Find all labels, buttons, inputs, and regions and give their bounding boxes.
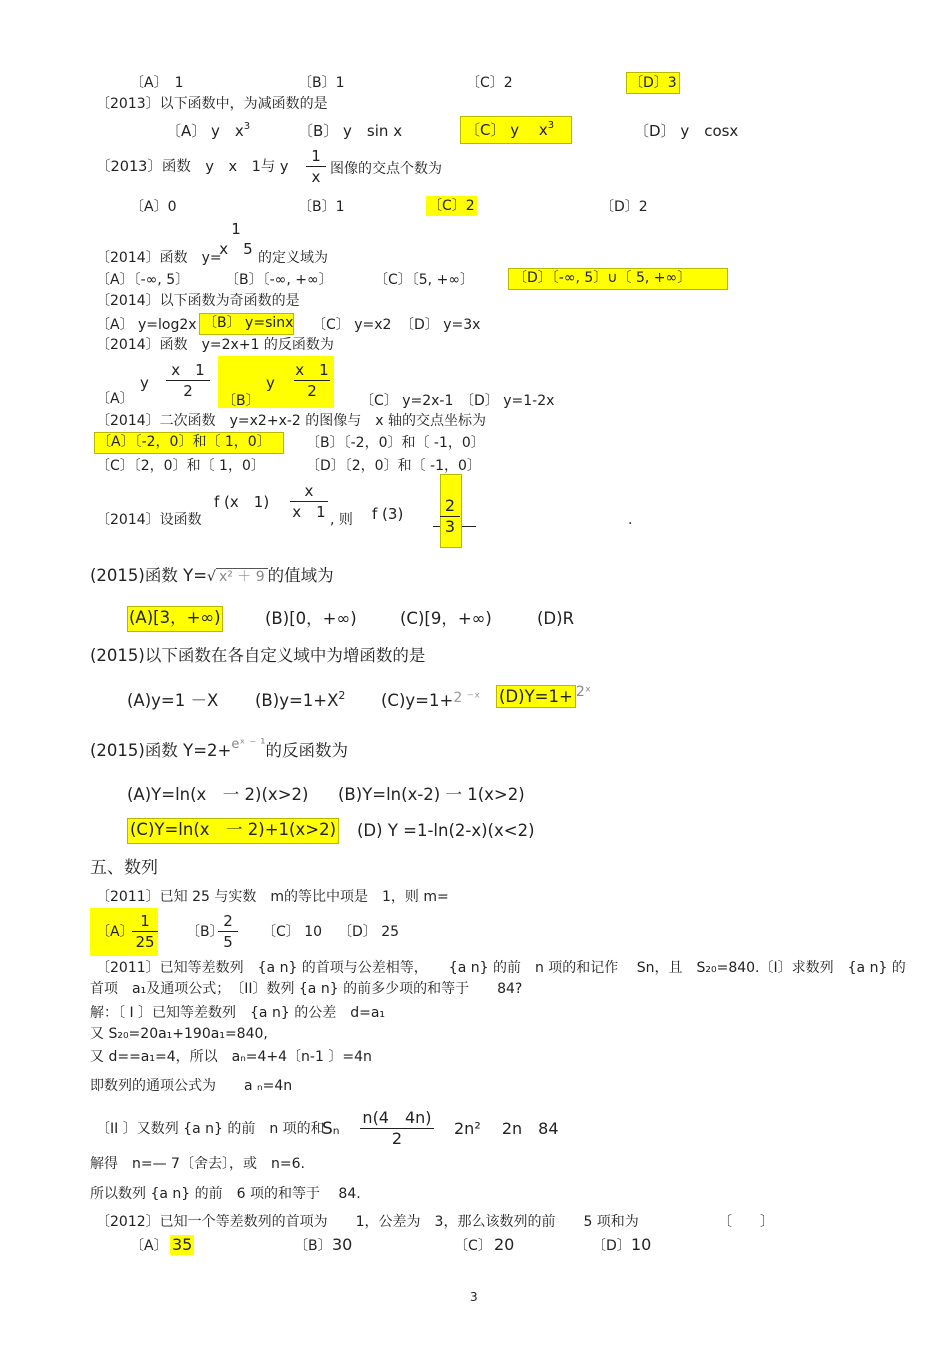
option-a-answer: 35 [172, 1235, 193, 1254]
function-at-3: f (3) [372, 505, 404, 523]
option-c: 〔C〕〔5, +∞〕 [374, 272, 474, 288]
question-2015-increasing: (2015)以下函数在各自定义域中为增函数的是 [90, 646, 426, 665]
option-b: 〔B〕〔-∞, +∞〕 [225, 272, 333, 288]
option-c: 〔C〕 y=x2 [312, 317, 392, 333]
solution-line: 即数列的通项公式为 a ₙ=4n [90, 1078, 293, 1094]
question-2014-function: 〔2014〕设函数 [96, 512, 202, 528]
option-b: 〔B〕1 [298, 199, 345, 215]
question-text: 的定义域为 [258, 250, 328, 266]
solution-line: 又 d==a₁=4，所以 aₙ=4+4〔n-1 〕=4n [90, 1049, 372, 1065]
option-b-y: y [266, 374, 275, 392]
fraction-x-over-x-1: $\frac{x}{x 1}$ [290, 481, 328, 522]
option-d-answer: 〔D〕〔-∞, 5〕∪〔 5, +∞〕 [508, 268, 728, 290]
option-c: (C)y=1+$^{2 ^-ˣ}$ [381, 690, 481, 710]
option-b: 〔B〕〔-2，0〕和〔 -1，0〕 [306, 435, 485, 451]
question-2014-quadratic: 〔2014〕二次函数 y=x2+x-2 的图像与 x 轴的交点坐标为 [96, 413, 486, 429]
option-a-label: 〔A〕 [130, 1238, 168, 1254]
option-a: 〔A〕 y=log2x [96, 317, 197, 333]
option-d-answer: (D)Y=1+ $^{2ˣ}$ [496, 686, 591, 709]
option-c-answer: 〔C〕2 [428, 198, 475, 214]
option-d: 〔D〕 y=1-2x [460, 393, 555, 409]
option-a: 〔A〕 y $x^3$ [166, 121, 251, 140]
solution-line: 解得 n=— 7〔舍去〕，或 n=6. [90, 1156, 305, 1172]
question-2015-range: (2015)函数 Y=√ x² ＋ 9 的值域为 [90, 566, 334, 585]
option-b-label: 〔B〕 [222, 393, 260, 409]
option-c-answer: 〔C〕 y $x^3$ [460, 116, 572, 144]
option-c-answer: (C)Y=ln(x 一 2)+1(x>2) [127, 818, 339, 844]
option-b: 〔B〕 y sin x [298, 122, 403, 140]
solution-line: 又 S₂₀=20a₁+190a₁=840, [90, 1026, 268, 1042]
question-2015-inverse: (2015)函数 Y=2+$^{eˣ ^- ^1}$的反函数为 [90, 737, 348, 760]
question-2013-decreasing: 〔2013〕以下函数中，为减函数的是 [96, 96, 328, 112]
option-c: 〔C〕2 [466, 75, 513, 91]
option-d: 〔D〕 y cosx [634, 122, 739, 140]
question-2014-inverse: 〔2014〕函数 y=2x+1 的反函数为 [96, 337, 334, 353]
question-text: , 则 [330, 512, 353, 528]
question-2013-intersection: 〔2013〕函数 y x 1与 y [96, 159, 289, 175]
option-b-fraction: $\frac{2}{5}$ [218, 911, 238, 952]
option-b-label: 〔B〕 [294, 1238, 332, 1254]
option-d: 〔D〕2 [600, 199, 648, 215]
fraction-1-over-x-5: 1 x 5 [219, 220, 253, 258]
option-b: 30 [332, 1235, 353, 1254]
function-expression: f (x 1) [214, 493, 270, 511]
option-b: 〔B〕1 [298, 75, 345, 91]
option-d: 10 [631, 1235, 652, 1254]
option-a: 〔A〕 1 [130, 75, 184, 91]
option-c: 〔C〕 y=2x-1 [360, 393, 454, 409]
sum-equation: 2n² 2n 84 [454, 1119, 559, 1138]
option-b: $(B)y=1+X^2$ [255, 689, 346, 710]
option-b: (B)[0，+∞) [265, 609, 357, 628]
blank-line-right [462, 526, 476, 527]
option-c-label: 〔C〕 [454, 1238, 492, 1254]
option-c: 20 [494, 1235, 515, 1254]
option-d-answer: 〔D〕3 [626, 72, 680, 94]
option-a-answer: (A)[3，+∞) [127, 606, 223, 632]
question-2011-arithmetic-cont: 首项 a₁及通项公式； 〔II〕数列 {a n} 的前多少项的和等于 84? [90, 981, 523, 997]
option-a-fraction: $\frac{x 1}{2}$ [166, 360, 210, 401]
option-d: 〔D〕〔2，0〕和〔 -1，0〕 [306, 458, 481, 474]
option-d: (D)R [537, 609, 575, 628]
option-b: (B)Y=ln(x-2) 一 1(x>2) [338, 785, 525, 804]
fraction-1-over-x: $\frac{1}{x}$ [306, 146, 326, 187]
option-b-fraction: $\frac{x 1}{2}$ [295, 361, 329, 400]
option-a-fraction: $\frac{1}{25}$ [132, 911, 158, 952]
option-a-label: 〔A〕 [96, 391, 134, 407]
question-2011-arithmetic: 〔2011〕已知等差数列 {a n} 的首项与公差相等， {a n} 的前 n 项的和记作 Sn，且 S₂₀=840.〔I〕求数列 {a n} 的 [96, 960, 906, 976]
solution-line: 解：〔 I 〕已知等差数列 {a n} 的公差 d=a₁ [90, 1005, 386, 1021]
question-2014-domain: 〔2014〕函数 y= [96, 250, 222, 266]
section-heading: 五、数列 [90, 858, 158, 878]
question-text: 图像的交点个数为 [330, 161, 442, 177]
option-c: (C)[9，+∞) [400, 609, 492, 628]
answer-parentheses: 〔 〕 [718, 1214, 774, 1230]
period: . [628, 512, 633, 528]
option-a: (A)y=1 －X [127, 691, 219, 710]
option-a-label: 〔A〕 [96, 924, 134, 940]
solution-line: 所以数列 {a n} 的前 6 项的和等于 84. [90, 1186, 361, 1202]
option-b-answer: 〔B〕 y=sinx [199, 313, 294, 335]
question-2014-odd: 〔2014〕以下函数为奇函数的是 [96, 293, 300, 309]
question-2012-arithmetic: 〔2012〕已知一个等差数列的首项为 1，公差为 3，那么该数列的前 5 项和为 [96, 1214, 639, 1230]
option-d: 〔D〕 y=3x [400, 317, 481, 333]
option-d: (D) Y =1-ln(2-x)(x<2) [357, 821, 535, 840]
option-b-label: 〔B〕 [186, 924, 224, 940]
question-2011-geometric: 〔2011〕已知 25 与实数 m的等比中项是 1，则 m= [96, 889, 449, 905]
answer-fraction: $\frac{2}{3}$ [440, 496, 460, 537]
solution-line: 〔II 〕又数列 {a n} 的前 n 项的和 [96, 1121, 325, 1137]
option-a: 〔A〕0 [130, 199, 177, 215]
option-c: 〔C〕 10 [262, 924, 323, 940]
option-a-answer: 〔A〕〔-2，0〕和〔 1，0〕 [94, 432, 284, 454]
option-a: 〔A〕〔-∞, 5〕 [96, 272, 190, 288]
sum-symbol: Sₙ [322, 1119, 340, 1139]
option-a-y: y [140, 374, 149, 392]
page-number: 3 [470, 1290, 478, 1304]
option-a: (A)Y=ln(x 一 2)(x>2) [127, 785, 309, 804]
option-d-label: 〔D〕 [592, 1238, 631, 1254]
option-d: 〔D〕 25 [338, 924, 400, 940]
sum-fraction: $\frac{n(4 4n)}{2}$ [360, 1108, 434, 1149]
option-c: 〔C〕〔2，0〕和〔 1，0〕 [96, 458, 265, 474]
